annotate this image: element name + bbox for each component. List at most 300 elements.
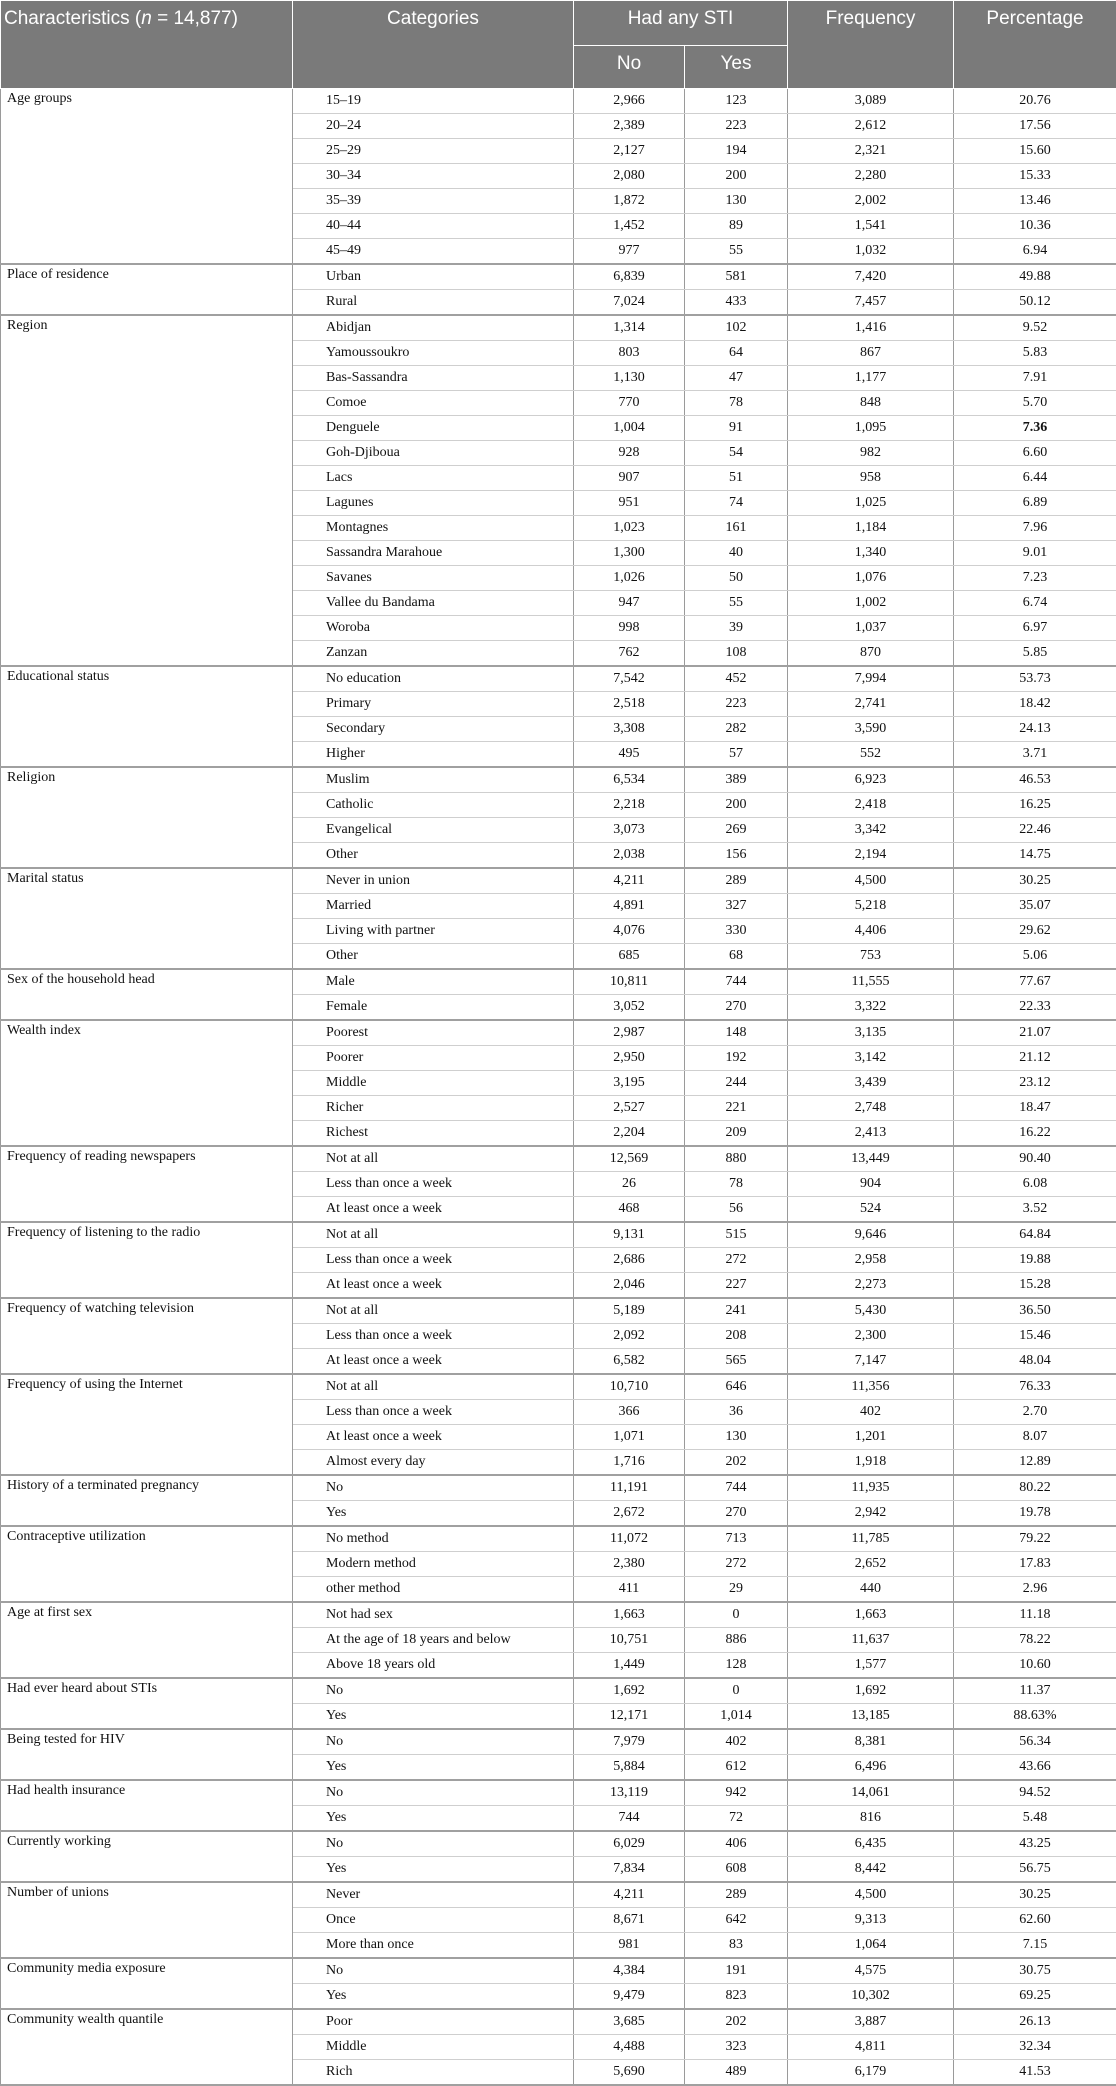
- percentage-cell: 22.33: [954, 995, 1116, 1021]
- sti-no-cell: 10,811: [574, 969, 685, 995]
- category-cell: Comoe: [293, 391, 574, 416]
- characteristic-cell: Community media exposure: [1, 1958, 293, 2009]
- percentage-cell: 32.34: [954, 2035, 1116, 2060]
- sti-no-cell: 5,690: [574, 2060, 685, 2086]
- sti-no-cell: 4,488: [574, 2035, 685, 2060]
- category-cell: No education: [293, 666, 574, 692]
- category-cell: Poor: [293, 2009, 574, 2035]
- percentage-cell: 77.67: [954, 969, 1116, 995]
- sti-no-cell: 1,004: [574, 416, 685, 441]
- percentage-cell: 5.48: [954, 1806, 1116, 1832]
- frequency-cell: 982: [788, 441, 954, 466]
- table-row: [1, 1831, 1116, 1857]
- sti-yes-cell: 128: [685, 1653, 788, 1679]
- sti-no-cell: 947: [574, 591, 685, 616]
- category-cell: At least once a week: [293, 1349, 574, 1375]
- frequency-cell: 2,748: [788, 1096, 954, 1121]
- sti-yes-cell: 270: [685, 995, 788, 1021]
- sti-yes-cell: 202: [685, 1450, 788, 1476]
- sti-yes-cell: 54: [685, 441, 788, 466]
- sti-yes-cell: 89: [685, 214, 788, 239]
- sti-no-cell: 6,029: [574, 1831, 685, 1857]
- table-row: [1, 1729, 1116, 1755]
- sti-yes-cell: 161: [685, 516, 788, 541]
- sti-yes-cell: 130: [685, 1425, 788, 1450]
- category-cell: At least once a week: [293, 1425, 574, 1450]
- category-cell: Other: [293, 843, 574, 869]
- sti-yes-cell: 241: [685, 1298, 788, 1324]
- frequency-cell: 753: [788, 944, 954, 970]
- sti-yes-cell: 289: [685, 868, 788, 894]
- sti-yes-cell: 130: [685, 189, 788, 214]
- sti-no-cell: 998: [574, 616, 685, 641]
- percentage-cell: 46.53: [954, 767, 1116, 793]
- frequency-cell: 3,142: [788, 1046, 954, 1071]
- sti-yes-cell: 744: [685, 969, 788, 995]
- frequency-cell: 1,184: [788, 516, 954, 541]
- category-cell: Living with partner: [293, 919, 574, 944]
- sti-yes-cell: 608: [685, 1857, 788, 1883]
- characteristic-cell: Place of residence: [1, 264, 293, 315]
- sti-no-cell: 4,891: [574, 894, 685, 919]
- percentage-cell: 6.60: [954, 441, 1116, 466]
- frequency-cell: 1,663: [788, 1602, 954, 1628]
- sti-no-cell: 5,189: [574, 1298, 685, 1324]
- sti-no-cell: 1,716: [574, 1450, 685, 1476]
- characteristic-cell: Frequency of listening to the radio: [1, 1222, 293, 1298]
- category-cell: No: [293, 1678, 574, 1704]
- sti-yes-cell: 148: [685, 1020, 788, 1046]
- sti-yes-cell: 194: [685, 139, 788, 164]
- sti-no-cell: 803: [574, 341, 685, 366]
- sti-yes-cell: 64: [685, 341, 788, 366]
- sti-yes-cell: 581: [685, 264, 788, 290]
- category-cell: Zanzan: [293, 641, 574, 667]
- category-cell: Above 18 years old: [293, 1653, 574, 1679]
- frequency-cell: 2,002: [788, 189, 954, 214]
- sti-yes-cell: 191: [685, 1958, 788, 1984]
- percentage-cell: 76.33: [954, 1374, 1116, 1400]
- frequency-cell: 11,555: [788, 969, 954, 995]
- category-cell: Married: [293, 894, 574, 919]
- percentage-cell: 23.12: [954, 1071, 1116, 1096]
- sti-no-cell: 2,038: [574, 843, 685, 869]
- sti-yes-cell: 515: [685, 1222, 788, 1248]
- sti-yes-cell: 200: [685, 793, 788, 818]
- sti-yes-cell: 565: [685, 1349, 788, 1375]
- sti-yes-cell: 272: [685, 1248, 788, 1273]
- frequency-cell: 1,177: [788, 366, 954, 391]
- table-row: [1, 969, 1116, 995]
- percentage-cell: 36.50: [954, 1298, 1116, 1324]
- category-cell: Evangelical: [293, 818, 574, 843]
- percentage-cell: 62.60: [954, 1908, 1116, 1933]
- category-cell: Never in union: [293, 868, 574, 894]
- table-row: [1, 1678, 1116, 1704]
- sti-no-cell: 468: [574, 1197, 685, 1223]
- sti-yes-cell: 327: [685, 894, 788, 919]
- sti-yes-cell: 886: [685, 1628, 788, 1653]
- percentage-cell: 5.06: [954, 944, 1116, 970]
- sti-no-cell: 9,131: [574, 1222, 685, 1248]
- percentage-cell: 15.28: [954, 1273, 1116, 1299]
- sti-yes-cell: 57: [685, 742, 788, 768]
- frequency-cell: 4,811: [788, 2035, 954, 2060]
- table-row: [1, 1222, 1116, 1248]
- percentage-cell: 30.25: [954, 1882, 1116, 1908]
- percentage-cell: 53.73: [954, 666, 1116, 692]
- header-frequency: Frequency: [788, 1, 954, 89]
- sti-no-cell: 2,672: [574, 1501, 685, 1527]
- sti-yes-cell: 289: [685, 1882, 788, 1908]
- characteristic-cell: Frequency of watching television: [1, 1298, 293, 1374]
- sti-yes-cell: 55: [685, 239, 788, 265]
- header-categories: Categories: [293, 1, 574, 89]
- percentage-cell: 6.94: [954, 239, 1116, 265]
- percentage-cell: 3.71: [954, 742, 1116, 768]
- frequency-cell: 4,500: [788, 868, 954, 894]
- frequency-cell: 2,741: [788, 692, 954, 717]
- category-cell: Vallee du Bandama: [293, 591, 574, 616]
- frequency-cell: 2,321: [788, 139, 954, 164]
- sti-no-cell: 8,671: [574, 1908, 685, 1933]
- sti-no-cell: 411: [574, 1577, 685, 1603]
- sti-yes-cell: 282: [685, 717, 788, 742]
- category-cell: 20–24: [293, 114, 574, 139]
- category-cell: Denguele: [293, 416, 574, 441]
- category-cell: 45–49: [293, 239, 574, 265]
- frequency-cell: 2,418: [788, 793, 954, 818]
- frequency-cell: 816: [788, 1806, 954, 1832]
- sti-no-cell: 2,987: [574, 1020, 685, 1046]
- characteristic-cell: Contraceptive utilization: [1, 1526, 293, 1602]
- percentage-cell: 26.13: [954, 2009, 1116, 2035]
- sti-yes-cell: 91: [685, 416, 788, 441]
- frequency-cell: 1,541: [788, 214, 954, 239]
- sti-yes-cell: 646: [685, 1374, 788, 1400]
- sti-yes-cell: 452: [685, 666, 788, 692]
- sti-yes-cell: 51: [685, 466, 788, 491]
- category-cell: More than once: [293, 1933, 574, 1959]
- sti-no-cell: 7,542: [574, 666, 685, 692]
- category-cell: Montagnes: [293, 516, 574, 541]
- percentage-cell: 10.60: [954, 1653, 1116, 1679]
- percentage-cell: 9.52: [954, 315, 1116, 341]
- percentage-cell: 43.66: [954, 1755, 1116, 1781]
- percentage-cell: 17.83: [954, 1552, 1116, 1577]
- frequency-cell: 870: [788, 641, 954, 667]
- sti-yes-cell: 330: [685, 919, 788, 944]
- frequency-cell: 9,313: [788, 1908, 954, 1933]
- frequency-cell: 7,994: [788, 666, 954, 692]
- percentage-cell: 22.46: [954, 818, 1116, 843]
- sti-no-cell: 762: [574, 641, 685, 667]
- frequency-cell: 8,381: [788, 1729, 954, 1755]
- characteristic-cell: Region: [1, 315, 293, 666]
- sti-yes-cell: 272: [685, 1552, 788, 1577]
- frequency-cell: 9,646: [788, 1222, 954, 1248]
- category-cell: Yes: [293, 1857, 574, 1883]
- percentage-cell: 14.75: [954, 843, 1116, 869]
- frequency-cell: 904: [788, 1172, 954, 1197]
- characteristic-cell: Educational status: [1, 666, 293, 767]
- category-cell: Other: [293, 944, 574, 970]
- percentage-cell: 5.70: [954, 391, 1116, 416]
- sti-yes-cell: 55: [685, 591, 788, 616]
- category-cell: No method: [293, 1526, 574, 1552]
- sti-no-cell: 11,072: [574, 1526, 685, 1552]
- sti-no-cell: 1,663: [574, 1602, 685, 1628]
- category-cell: 30–34: [293, 164, 574, 189]
- category-cell: Savanes: [293, 566, 574, 591]
- sti-yes-cell: 406: [685, 1831, 788, 1857]
- sti-yes-cell: 47: [685, 366, 788, 391]
- percentage-cell: 2.70: [954, 1400, 1116, 1425]
- sti-yes-cell: 200: [685, 164, 788, 189]
- sti-yes-cell: 72: [685, 1806, 788, 1832]
- sti-no-cell: 1,872: [574, 189, 685, 214]
- category-cell: Richest: [293, 1121, 574, 1147]
- characteristic-cell: Frequency of reading newspapers: [1, 1146, 293, 1222]
- category-cell: Less than once a week: [293, 1324, 574, 1349]
- characteristic-cell: Sex of the household head: [1, 969, 293, 1020]
- sti-no-cell: 981: [574, 1933, 685, 1959]
- category-cell: Richer: [293, 1096, 574, 1121]
- frequency-cell: 14,061: [788, 1780, 954, 1806]
- category-cell: Urban: [293, 264, 574, 290]
- sti-no-cell: 2,046: [574, 1273, 685, 1299]
- characteristic-cell: Currently working: [1, 1831, 293, 1882]
- sti-no-cell: 2,380: [574, 1552, 685, 1577]
- sti-yes-cell: 0: [685, 1602, 788, 1628]
- characteristic-cell: Age groups: [1, 89, 293, 265]
- category-cell: 40–44: [293, 214, 574, 239]
- table-row: [1, 868, 1116, 894]
- table-row: [1, 1146, 1116, 1172]
- frequency-cell: 3,322: [788, 995, 954, 1021]
- percentage-cell: 35.07: [954, 894, 1116, 919]
- sti-yes-cell: 823: [685, 1984, 788, 2010]
- sti-no-cell: 770: [574, 391, 685, 416]
- sti-yes-cell: 1,014: [685, 1704, 788, 1730]
- category-cell: At least once a week: [293, 1197, 574, 1223]
- sti-no-cell: 6,534: [574, 767, 685, 793]
- table-row: [1, 1298, 1116, 1324]
- frequency-cell: 6,179: [788, 2060, 954, 2086]
- frequency-cell: 524: [788, 1197, 954, 1223]
- sti-yes-cell: 156: [685, 843, 788, 869]
- sti-yes-cell: 102: [685, 315, 788, 341]
- percentage-cell: 6.89: [954, 491, 1116, 516]
- frequency-cell: 1,918: [788, 1450, 954, 1476]
- category-cell: Not at all: [293, 1298, 574, 1324]
- sti-yes-cell: 227: [685, 1273, 788, 1299]
- sti-no-cell: 13,119: [574, 1780, 685, 1806]
- category-cell: At least once a week: [293, 1273, 574, 1299]
- category-cell: Yes: [293, 1984, 574, 2010]
- frequency-cell: 1,577: [788, 1653, 954, 1679]
- sti-no-cell: 907: [574, 466, 685, 491]
- frequency-cell: 2,413: [788, 1121, 954, 1147]
- sti-yes-cell: 83: [685, 1933, 788, 1959]
- frequency-cell: 11,935: [788, 1475, 954, 1501]
- frequency-cell: 11,785: [788, 1526, 954, 1552]
- category-cell: Not at all: [293, 1222, 574, 1248]
- characteristic-cell: Age at first sex: [1, 1602, 293, 1678]
- category-cell: Yes: [293, 1755, 574, 1781]
- sti-no-cell: 3,685: [574, 2009, 685, 2035]
- sti-yes-cell: 78: [685, 391, 788, 416]
- sti-no-cell: 744: [574, 1806, 685, 1832]
- frequency-cell: 2,958: [788, 1248, 954, 1273]
- header-no: No: [574, 46, 685, 89]
- frequency-cell: 3,887: [788, 2009, 954, 2035]
- percentage-cell: 21.12: [954, 1046, 1116, 1071]
- frequency-cell: 3,342: [788, 818, 954, 843]
- sti-yes-cell: 223: [685, 692, 788, 717]
- characteristic-cell: Religion: [1, 767, 293, 868]
- sti-yes-cell: 68: [685, 944, 788, 970]
- percentage-cell: 79.22: [954, 1526, 1116, 1552]
- sti-no-cell: 1,449: [574, 1653, 685, 1679]
- category-cell: Rural: [293, 290, 574, 316]
- sti-no-cell: 4,211: [574, 1882, 685, 1908]
- frequency-cell: 2,194: [788, 843, 954, 869]
- percentage-cell: 7.91: [954, 366, 1116, 391]
- category-cell: No: [293, 1780, 574, 1806]
- category-cell: No: [293, 1475, 574, 1501]
- sti-no-cell: 685: [574, 944, 685, 970]
- percentage-cell: 56.75: [954, 1857, 1116, 1883]
- sti-no-cell: 1,071: [574, 1425, 685, 1450]
- characteristic-cell: Number of unions: [1, 1882, 293, 1958]
- table-row: [1, 666, 1116, 692]
- frequency-cell: 2,942: [788, 1501, 954, 1527]
- frequency-cell: 6,496: [788, 1755, 954, 1781]
- sti-no-cell: 1,300: [574, 541, 685, 566]
- sti-no-cell: 5,884: [574, 1755, 685, 1781]
- category-cell: Lagunes: [293, 491, 574, 516]
- sti-no-cell: 3,052: [574, 995, 685, 1021]
- category-cell: Higher: [293, 742, 574, 768]
- sti-no-cell: 1,452: [574, 214, 685, 239]
- frequency-cell: 2,273: [788, 1273, 954, 1299]
- table-row: [1, 1780, 1116, 1806]
- percentage-cell: 80.22: [954, 1475, 1116, 1501]
- table-header: [1, 1, 1116, 89]
- frequency-cell: 1,076: [788, 566, 954, 591]
- percentage-cell: 13.46: [954, 189, 1116, 214]
- percentage-cell: 7.36: [954, 416, 1116, 441]
- sti-no-cell: 2,686: [574, 1248, 685, 1273]
- sti-yes-cell: 29: [685, 1577, 788, 1603]
- sti-yes-cell: 942: [685, 1780, 788, 1806]
- sti-no-cell: 1,314: [574, 315, 685, 341]
- characteristic-cell: Frequency of using the Internet: [1, 1374, 293, 1475]
- percentage-cell: 3.52: [954, 1197, 1116, 1223]
- frequency-cell: 11,637: [788, 1628, 954, 1653]
- characteristic-cell: Had health insurance: [1, 1780, 293, 1831]
- sti-no-cell: 7,024: [574, 290, 685, 316]
- table-row: [1, 264, 1116, 290]
- sti-yes-cell: 208: [685, 1324, 788, 1349]
- category-cell: No: [293, 1831, 574, 1857]
- header-characteristics: Characteristics (n = 14,877): [1, 1, 293, 89]
- frequency-cell: 2,280: [788, 164, 954, 189]
- sti-yes-cell: 489: [685, 2060, 788, 2086]
- sti-yes-cell: 56: [685, 1197, 788, 1223]
- percentage-cell: 17.56: [954, 114, 1116, 139]
- sti-yes-cell: 192: [685, 1046, 788, 1071]
- sti-yes-cell: 433: [685, 290, 788, 316]
- percentage-cell: 15.60: [954, 139, 1116, 164]
- sti-yes-cell: 269: [685, 818, 788, 843]
- category-cell: Less than once a week: [293, 1248, 574, 1273]
- frequency-cell: 2,612: [788, 114, 954, 139]
- sti-no-cell: 12,171: [574, 1704, 685, 1730]
- sti-yes-cell: 880: [685, 1146, 788, 1172]
- frequency-cell: 1,340: [788, 541, 954, 566]
- percentage-cell: 7.23: [954, 566, 1116, 591]
- category-cell: Poorest: [293, 1020, 574, 1046]
- sti-no-cell: 9,479: [574, 1984, 685, 2010]
- sti-no-cell: 2,092: [574, 1324, 685, 1349]
- sti-yes-cell: 50: [685, 566, 788, 591]
- frequency-cell: 1,032: [788, 239, 954, 265]
- sti-no-cell: 2,389: [574, 114, 685, 139]
- frequency-cell: 2,300: [788, 1324, 954, 1349]
- category-cell: Almost every day: [293, 1450, 574, 1476]
- percentage-cell: 11.37: [954, 1678, 1116, 1704]
- sti-yes-cell: 123: [685, 89, 788, 114]
- frequency-cell: 958: [788, 466, 954, 491]
- frequency-cell: 2,652: [788, 1552, 954, 1577]
- characteristic-cell: Wealth index: [1, 1020, 293, 1146]
- sti-yes-cell: 612: [685, 1755, 788, 1781]
- sti-no-cell: 7,834: [574, 1857, 685, 1883]
- sti-yes-cell: 323: [685, 2035, 788, 2060]
- percentage-cell: 90.40: [954, 1146, 1116, 1172]
- sti-yes-cell: 642: [685, 1908, 788, 1933]
- percentage-cell: 5.83: [954, 341, 1116, 366]
- category-cell: Lacs: [293, 466, 574, 491]
- sti-yes-cell: 202: [685, 2009, 788, 2035]
- frequency-cell: 867: [788, 341, 954, 366]
- table-row: [1, 1958, 1116, 1984]
- percentage-cell: 5.85: [954, 641, 1116, 667]
- frequency-cell: 1,037: [788, 616, 954, 641]
- percentage-cell: 29.62: [954, 919, 1116, 944]
- percentage-cell: 56.34: [954, 1729, 1116, 1755]
- category-cell: At the age of 18 years and below: [293, 1628, 574, 1653]
- sti-no-cell: 951: [574, 491, 685, 516]
- percentage-cell: 2.96: [954, 1577, 1116, 1603]
- frequency-cell: 1,025: [788, 491, 954, 516]
- percentage-cell: 19.78: [954, 1501, 1116, 1527]
- sti-yes-cell: 0: [685, 1678, 788, 1704]
- percentage-cell: 6.08: [954, 1172, 1116, 1197]
- table-row: [1, 1602, 1116, 1628]
- percentage-cell: 11.18: [954, 1602, 1116, 1628]
- table-row: [1, 1526, 1116, 1552]
- frequency-cell: 3,089: [788, 89, 954, 114]
- percentage-cell: 78.22: [954, 1628, 1116, 1653]
- frequency-cell: 1,064: [788, 1933, 954, 1959]
- category-cell: Never: [293, 1882, 574, 1908]
- percentage-cell: 43.25: [954, 1831, 1116, 1857]
- header-had-any-sti: Had any STI: [574, 1, 788, 46]
- sti-no-cell: 4,211: [574, 868, 685, 894]
